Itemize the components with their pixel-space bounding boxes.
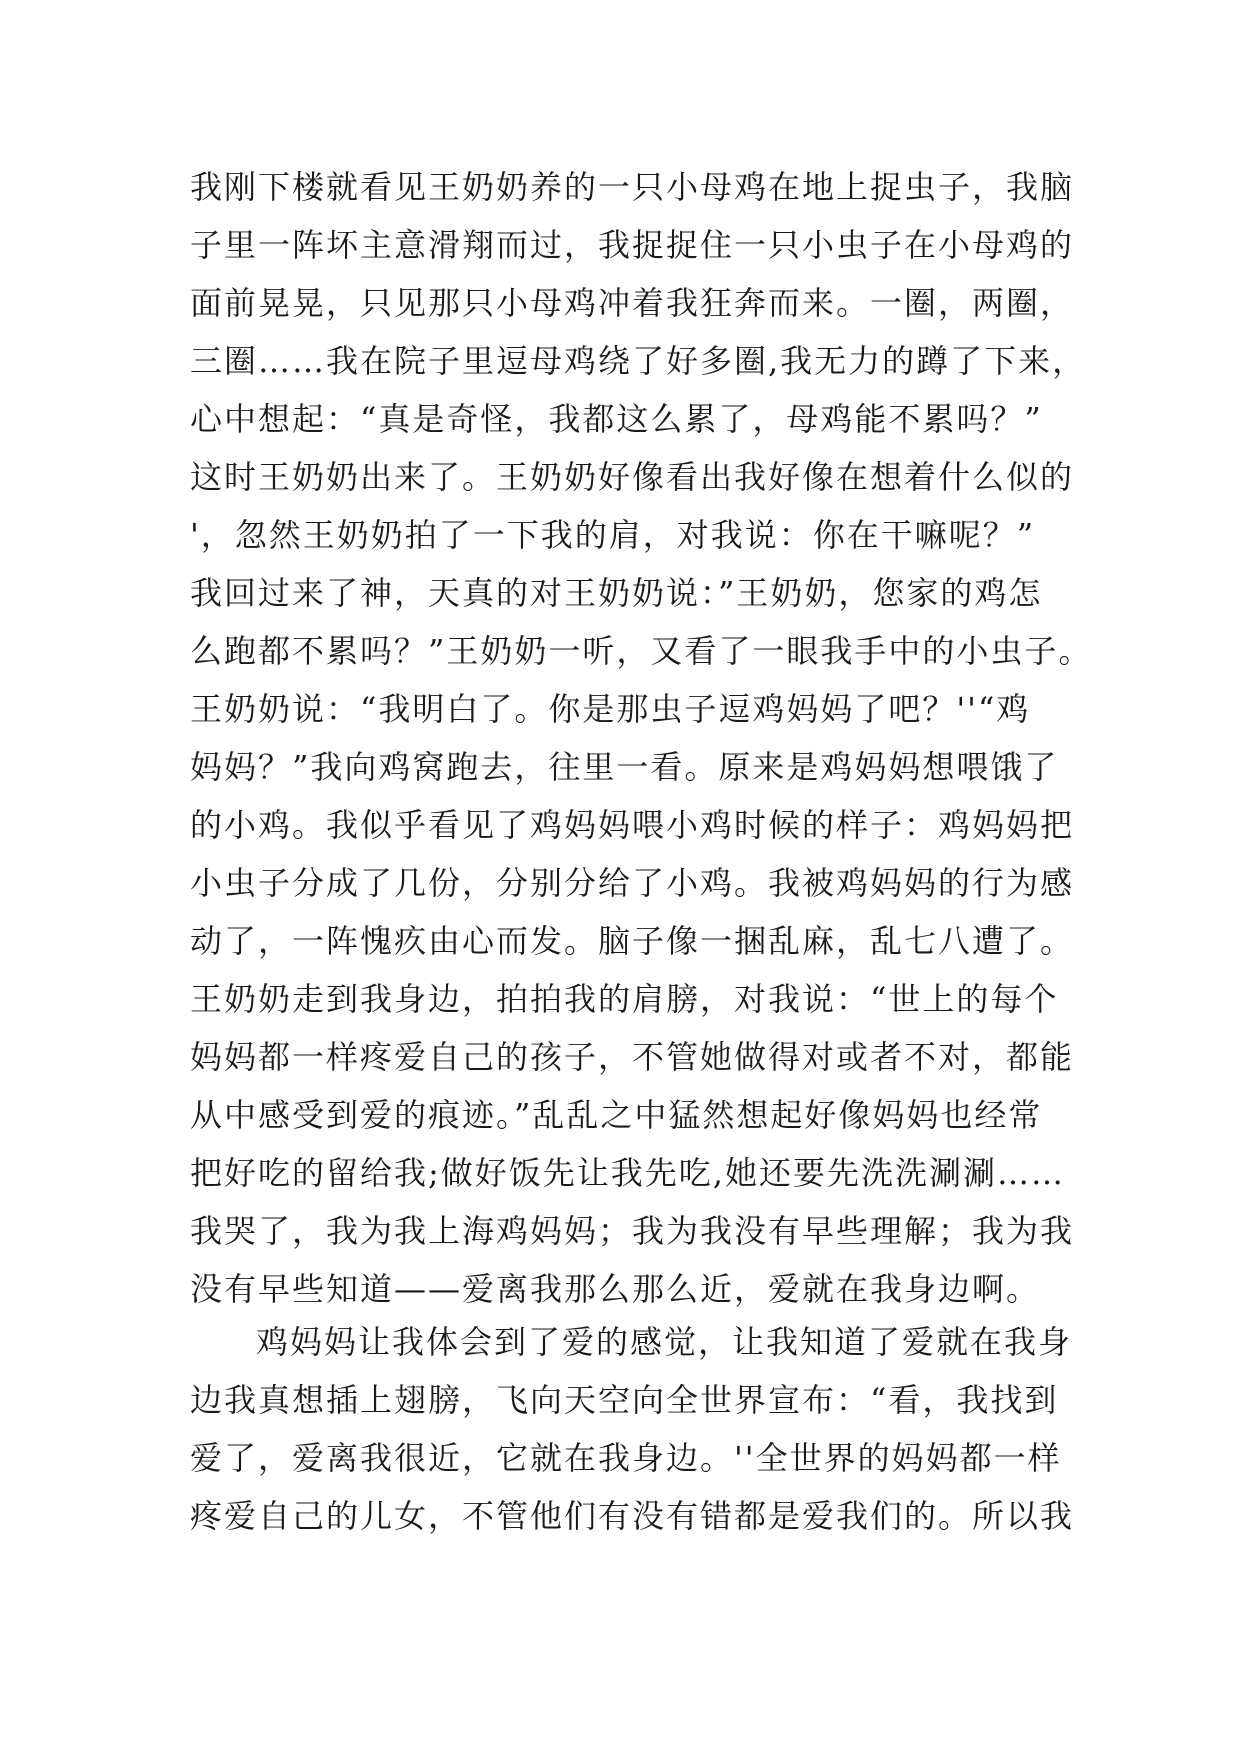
text-line: 动了，一阵愧疚由心而发。脑子像一捆乱麻，乱七八遭了。 — [190, 922, 1075, 960]
text-line: 王奶奶说：“我明白了。你是那虫子逗鸡妈妈了吧？''“鸡 — [190, 690, 1031, 728]
paragraph-1 — [190, 158, 1093, 1318]
text-line: 没有早些知道——爱离我那么那么近，爱就在我身边啊。 — [190, 1270, 1041, 1308]
text-line: 妈妈都一样疼爱自己的孩子，不管她做得对或者不对，都能 — [190, 1038, 1075, 1076]
text-line: 我刚下楼就看见王奶奶养的一只小母鸡在地上捉虫子，我脑 — [190, 168, 1075, 206]
text-line: 从中感受到爱的痕迹。”乱乱之中猛然想起好像妈妈也经常 — [190, 1096, 1043, 1134]
text-line: 妈妈？”我向鸡窝跑去，往里一看。原来是鸡妈妈想喂饿了 — [190, 748, 1059, 786]
text-line: 心中想起：“真是奇怪，我都这么累了，母鸡能不累吗？” — [190, 400, 1043, 438]
text-line: 子里一阵坏主意滑翔而过，我捉捉住一只小虫子在小母鸡的 — [190, 226, 1075, 264]
text-line: 边我真想插上翅膀，飞向天空向全世界宣布：“看，我找到 — [190, 1381, 1059, 1419]
text-line: '，忽然王奶奶拍了一下我的肩，对我说：你在干嘛呢？” — [190, 516, 1036, 554]
text-line: 鸡妈妈让我体会到了爱的感觉，让我知道了爱就在我身 — [256, 1323, 1073, 1361]
text-line: 面前晃晃，只见那只小母鸡冲着我狂奔而来。一圈，两圈， — [190, 284, 1075, 322]
text-line: 的小鸡。我似乎看见了鸡妈妈喂小鸡时候的样子：鸡妈妈把 — [190, 806, 1075, 844]
text-line: 小虫子分成了几份，分别分给了小鸡。我被鸡妈妈的行为感 — [190, 864, 1075, 902]
text-line: 把好吃的留给我;做好饭先让我先吃,她还要先洗洗涮涮…… — [190, 1154, 1065, 1192]
text-line: 王奶奶走到我身边，拍拍我的肩膀，对我说：“世上的每个 — [190, 980, 1059, 1018]
text-line: 爱了，爱离我很近，它就在我身边。''全世界的妈妈都一样 — [190, 1439, 1062, 1477]
text-line: 么跑都不累吗？”王奶奶一听，又看了一眼我手中的小虫子。 — [190, 632, 1093, 670]
text-line: 我哭了，我为我上海鸡妈妈；我为我没有早些理解；我为我 — [190, 1212, 1075, 1250]
paragraph-2 — [190, 1313, 1075, 1545]
text-line: 疼爱自己的儿女，不管他们有没有错都是爱我们的。所以我 — [190, 1497, 1075, 1535]
text-line: 三圈……我在院子里逗母鸡绕了好多圈,我无力的蹲了下来， — [190, 342, 1087, 380]
text-line: 我回过来了神，天真的对王奶奶说：”王奶奶，您家的鸡怎 — [190, 574, 1043, 612]
text-line: 这时王奶奶出来了。王奶奶好像看出我好像在想着什么似的 — [190, 458, 1075, 496]
